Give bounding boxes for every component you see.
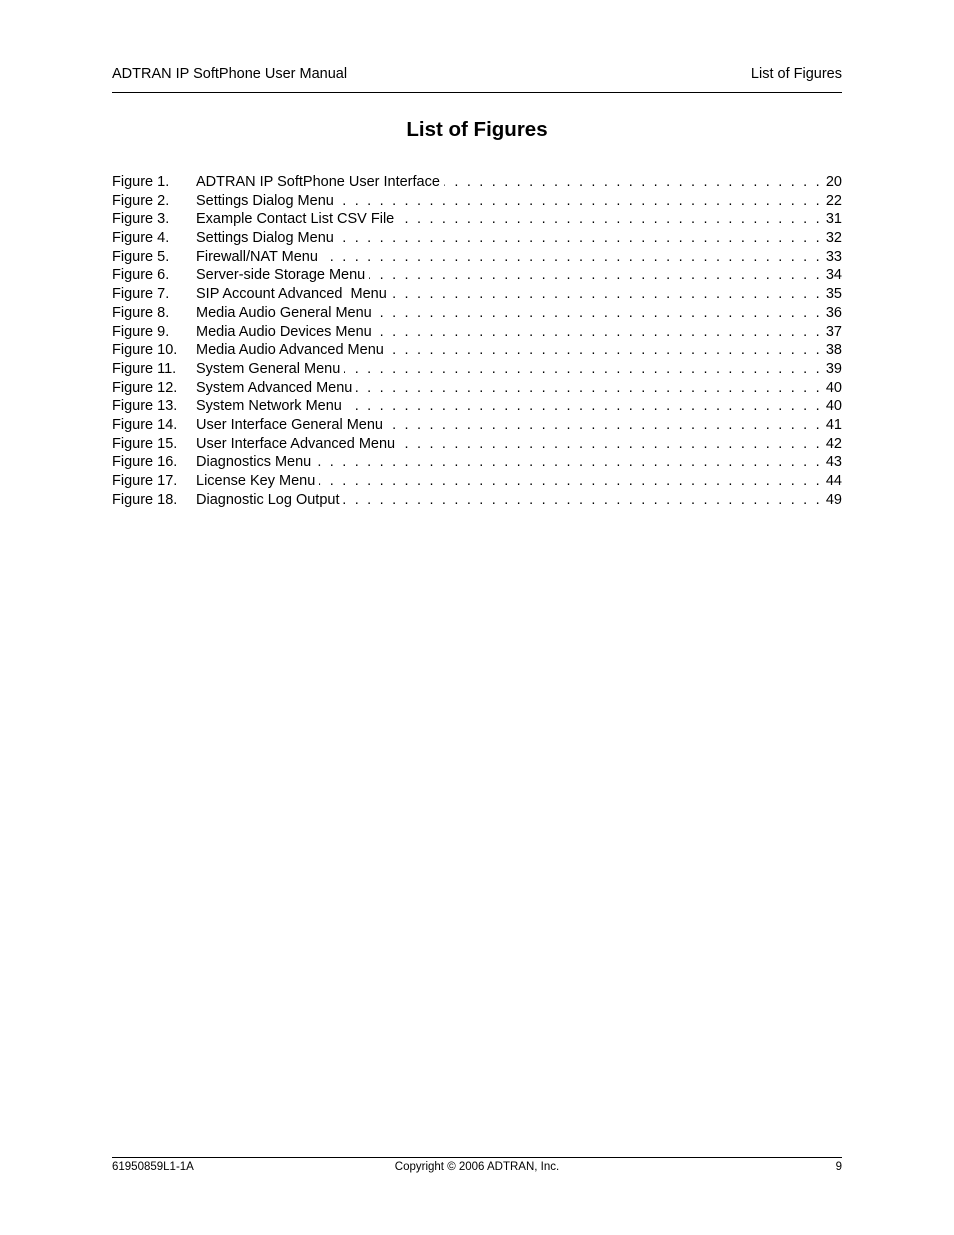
figure-page: 42 (825, 435, 842, 452)
figure-page: 40 (825, 398, 842, 415)
figure-title: ADTRAN IP SoftPhone User Interface (196, 174, 440, 190)
figure-entry-16[interactable] (112, 454, 842, 473)
figure-number: Figure 11. (112, 360, 177, 377)
dot-leader (338, 193, 822, 209)
figure-page: 38 (825, 342, 842, 359)
figure-page: 43 (825, 454, 842, 471)
figure-entry-5[interactable] (112, 249, 842, 268)
dot-leader (391, 286, 822, 302)
figure-entry-7[interactable] (112, 286, 842, 305)
figure-page: 34 (825, 267, 842, 284)
figure-entry-14[interactable] (112, 417, 842, 436)
figure-title: Media Audio Advanced Menu (196, 342, 384, 359)
figure-number: Figure 13. (112, 398, 178, 415)
figure-page: 36 (825, 304, 842, 321)
page-number: 9 (835, 1161, 842, 1173)
figure-number: Figure 3. (112, 211, 170, 228)
figure-title: User Interface General Menu (196, 416, 383, 433)
dot-leader (356, 380, 821, 396)
figure-entry-9[interactable] (112, 324, 842, 343)
figure-title: License Key Menu (196, 473, 316, 489)
figure-page: 33 (825, 248, 842, 265)
figure-number: Figure 8. (112, 304, 170, 321)
figure-title: Firewall/NAT Menu (196, 248, 318, 265)
figure-entry-3[interactable] (112, 211, 842, 230)
document-number: 61950859L1-1A (112, 1161, 194, 1173)
dot-leader (322, 249, 822, 265)
page-header (112, 64, 842, 93)
figure-page: 37 (825, 323, 842, 340)
figure-title: User Interface Advanced Menu (196, 435, 396, 452)
figure-title: SIP Account Advanced Menu (196, 286, 387, 303)
dot-leader (315, 454, 822, 470)
dot-leader (388, 342, 822, 358)
figure-page: 40 (825, 379, 842, 396)
header-manual-title: ADTRAN IP SoftPhone User Manual (112, 66, 348, 82)
figure-page: 44 (825, 473, 842, 489)
dot-leader (338, 230, 822, 246)
dot-leader (346, 398, 822, 414)
figure-entry-17[interactable] (112, 473, 842, 492)
figure-title: Settings Dialog Menu (196, 230, 334, 247)
figure-page: 35 (825, 286, 842, 303)
figure-number: Figure 18. (112, 491, 178, 508)
figure-entry-15[interactable] (112, 436, 842, 455)
figure-title: System General Menu (196, 360, 341, 377)
figure-number: Figure 7. (112, 286, 170, 303)
figure-number: Figure 1. (112, 174, 170, 190)
figure-title: Settings Dialog Menu (196, 192, 334, 209)
copyright-notice: Copyright © 2006 ADTRAN, Inc. (394, 1161, 560, 1173)
figure-title: Diagnostic Log Output (196, 491, 340, 508)
dot-leader (376, 324, 822, 340)
figure-entry-13[interactable] (112, 398, 842, 417)
figure-title: System Network Menu (196, 398, 342, 415)
figure-number: Figure 2. (112, 192, 170, 209)
figure-number: Figure 17. (112, 473, 178, 489)
page-title: List of Figures (406, 118, 548, 141)
dot-leader (399, 436, 822, 452)
dot-leader (343, 492, 821, 508)
figure-entry-11[interactable] (112, 361, 842, 380)
dot-leader (344, 361, 822, 377)
figure-entry-18[interactable] (112, 492, 842, 511)
figure-page: 49 (825, 491, 842, 508)
figure-page: 32 (825, 230, 842, 247)
figure-entry-1[interactable] (112, 174, 842, 193)
figure-number: Figure 16. (112, 454, 178, 471)
dot-leader (319, 473, 822, 489)
dot-leader (369, 267, 822, 283)
figure-page: 22 (825, 192, 842, 209)
figure-page: 41 (825, 416, 842, 433)
figure-number: Figure 4. (112, 230, 170, 247)
header-section-title: List of Figures (750, 66, 842, 82)
figure-entry-4[interactable] (112, 230, 842, 249)
figure-entry-10[interactable] (112, 342, 842, 361)
figure-number: Figure 6. (112, 267, 170, 284)
page-footer (112, 1157, 842, 1178)
dot-leader (387, 417, 822, 433)
figure-number: Figure 15. (112, 435, 178, 452)
figure-page: 20 (825, 174, 842, 190)
figure-title: System Advanced Menu (196, 379, 353, 396)
figure-entry-2[interactable] (112, 193, 842, 212)
figure-page: 39 (825, 360, 842, 377)
figure-title: Diagnostics Menu (196, 454, 312, 471)
figure-title: Media Audio General Menu (196, 304, 372, 321)
figure-page: 31 (825, 211, 842, 228)
figure-title: Media Audio Devices Menu (196, 323, 372, 340)
figure-title: Example Contact List CSV File (196, 211, 395, 228)
figure-list (112, 174, 842, 510)
dot-leader (398, 211, 822, 227)
figure-entry-8[interactable] (112, 305, 842, 324)
dot-leader (376, 305, 822, 321)
figure-number: Figure 5. (112, 248, 170, 265)
figure-entry-6[interactable] (112, 267, 842, 286)
figure-number: Figure 10. (112, 342, 178, 359)
dot-leader (444, 174, 822, 190)
figure-number: Figure 12. (112, 379, 178, 396)
figure-entry-12[interactable] (112, 380, 842, 399)
figure-number: Figure 9. (112, 323, 170, 340)
figure-title: Server-side Storage Menu (196, 267, 366, 284)
figure-number: Figure 14. (112, 416, 178, 433)
